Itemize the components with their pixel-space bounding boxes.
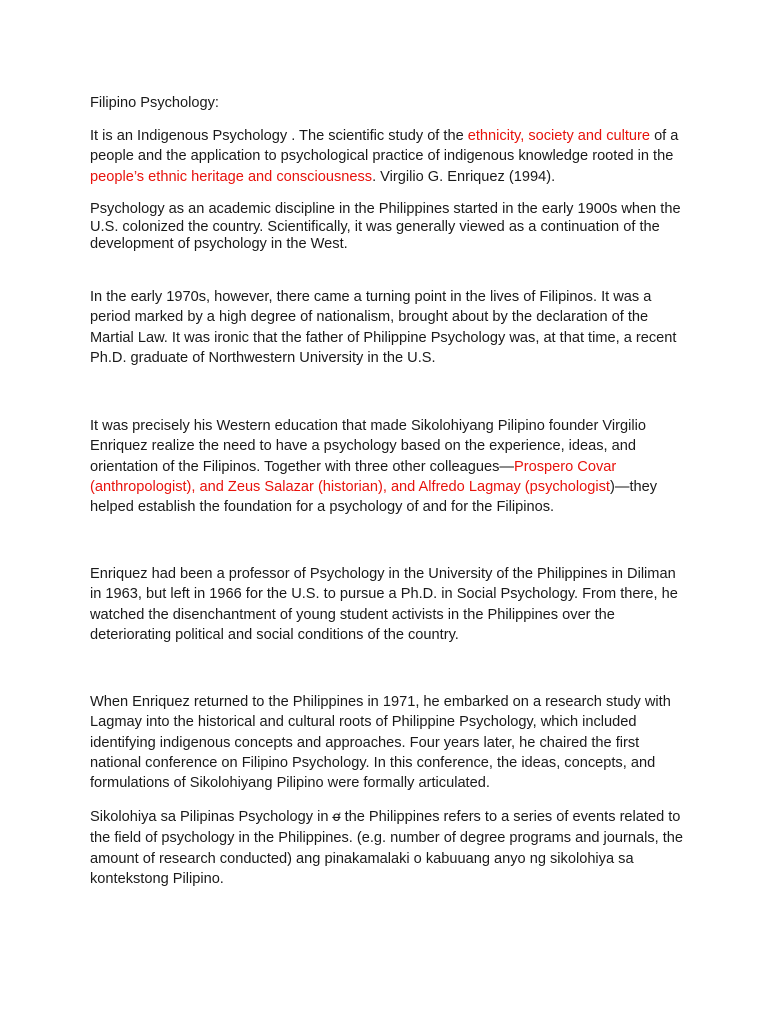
paragraph-academic-discipline: Psychology as an academic discipline in the Philippines started in the early 1900s when the U.S. colonized the country. Scientifically, it was generally viewed as a continuation of the development of psychology in the West. [90, 201, 681, 252]
document-heading [90, 93, 690, 113]
paragraph-definition [90, 126, 690, 187]
heading-text: Filipino Psychology: [90, 95, 219, 111]
garbled-glyph: ơ̶ [332, 810, 341, 825]
paragraph-turning-point: In the early 1970s, however, there came a turning point in the lives of Filipinos. It was a period marked by a high degree of nationalism, brought about by the declaration of the Martial Law. It was ironic that the father of Philippine Psychology was, at that time, a recent Ph.D. graduate of Northwestern University in the U.S. [90, 289, 677, 366]
para1-text-2: of a people and the application to psychological practice of indigenous knowledge rooted in the [90, 128, 679, 165]
paragraph-western-education [90, 416, 690, 517]
para1-highlight-2: people’s ethnic heritage and consciousness [90, 168, 373, 185]
paragraph-enriquez-professor: Enriquez had been a professor of Psychology in the University of the Philippines in Diliman in 1963, but left in 1966 for the U.S. to pursue a Ph.D. in Social Psychology. From there, he watched the disenchantment of young student activists in the Philippines over the deteriorating political and social conditions of the country. [90, 566, 678, 643]
paragraph-sikolohiya-pilipinas [90, 807, 690, 889]
para4-text-1: It was precisely his Western education that made Sikolohiyang Pilipino founder Virgilio Enriquez realize the need to have a psychology based on the experience, ideas, and orientation of the Filipinos. Together with three other colleagues— [90, 418, 646, 475]
para4-highlight-colleagues: Prospero Covar (anthropologist), and Zeus Salazar (historian), and Alfredo Lagmay (psychologist [90, 458, 617, 495]
para1-text-1: It is an Indigenous Psychology . The scientific study of the [90, 128, 468, 144]
paragraph-enriquez-return: When Enriquez returned to the Philippines in 1971, he embarked on a research study with Lagmay into the historical and cultural roots of Philippine Psychology, which included identifying indigenous concepts and approaches. Four years later, he chaired the first national conference on Filipino Psychology. In this conference, the ideas, concepts, and formulations of Sikolohiyang Pilipino were formally articulated. [90, 694, 671, 792]
para7-text-1: Sikolohiya sa Pilipinas Psychology in [90, 809, 333, 825]
para1-highlight-1: ethnicity, society and culture [467, 128, 651, 144]
para7-text-2: the Philippines refers to a series of events related to the field of psychology in the Philippines. (e.g. number of degree programs and journals, the amount of research conducted) ang pinakamalaki o kabuuang anyo ng sikolohiya sa kontekstong Pilipino. [90, 809, 684, 887]
para4-text-2: )—they helped establish the foundation for a psychology of and for the Filipinos. [90, 478, 658, 516]
para1-text-3: . Virgilio G. Enriquez (1994). [372, 168, 556, 185]
